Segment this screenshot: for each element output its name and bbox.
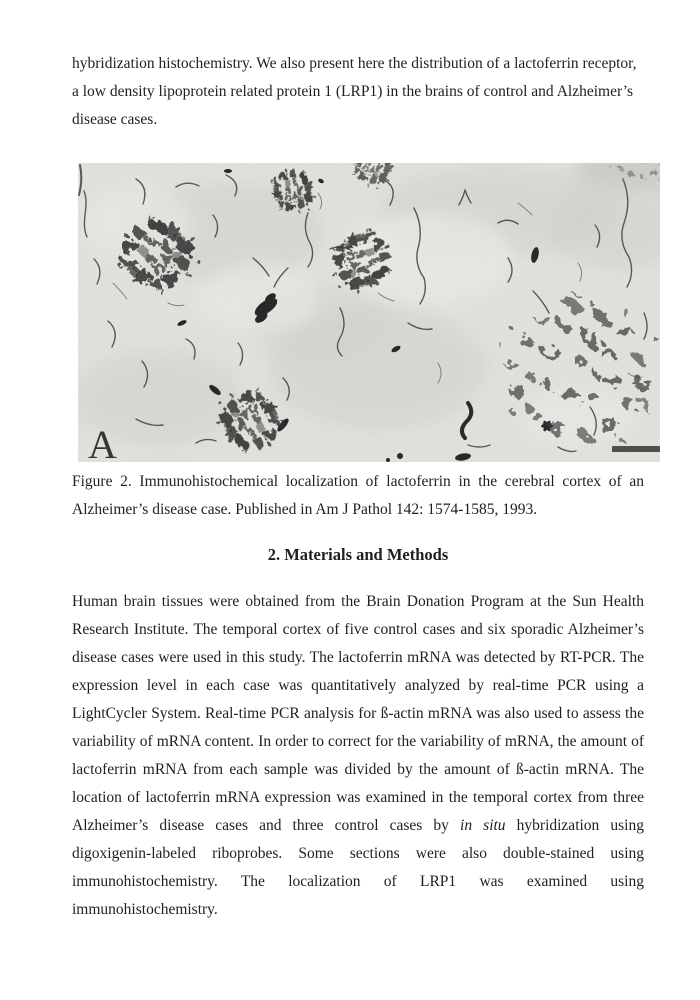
- figure-2: [78, 163, 660, 462]
- scale-bar: [612, 446, 660, 452]
- methods-text-part1: Human brain tissues were obtained from the Brain Donation Program at the Sun Health Research Institute. The temporal cortex of five control cases and six sporadic Alzheimer’s disease cases were used in this study. The lactoferrin mRNA was detected by RT-PCR. The expression level in each case was quantitatively analyzed by real-time PCR using a LightCycler System. Real-time PCR analysis for ß-actin mRNA was also used to assess the variability of mRNA content. In order to correct for the variability of mRNA, the amount of lactoferrin mRNA from each sample was divided by the amount of ß-actin mRNA. The location of lactoferrin mRNA expression was examined in the temporal cortex from three Alzheimer’s disease cases and three control cases by: [72, 593, 644, 834]
- film-grain-overlay: [78, 163, 660, 462]
- figure-caption: Figure 2. Immunohistochemical localization of lactoferrin in the cerebral cortex of an Alzheimer’s disease case. Published in Am J Pathol 142: 1574-1585, 1993.: [72, 473, 644, 518]
- methods-paragraph: [72, 588, 644, 924]
- in-situ-italic: in situ: [460, 817, 506, 834]
- figure-panel-label: A: [88, 422, 117, 462]
- micrograph-image: [78, 163, 660, 462]
- materials-methods-heading: 2. Materials and Methods: [267, 545, 449, 564]
- intro-paragraph: hybridization histochemistry. We also present here the distribution of a lactoferrin receptor, a low density lipoprotein related protein 1 (LRP1) in the brains of control and Alzheimer’s disease cases.: [72, 55, 637, 128]
- methods-text-part2: hybridization using digoxigenin-labeled riboprobes. Some sections were also double-stained using immunohistochemistry. The localization of LRP1 was examined using immunohistochemistry.: [72, 817, 644, 918]
